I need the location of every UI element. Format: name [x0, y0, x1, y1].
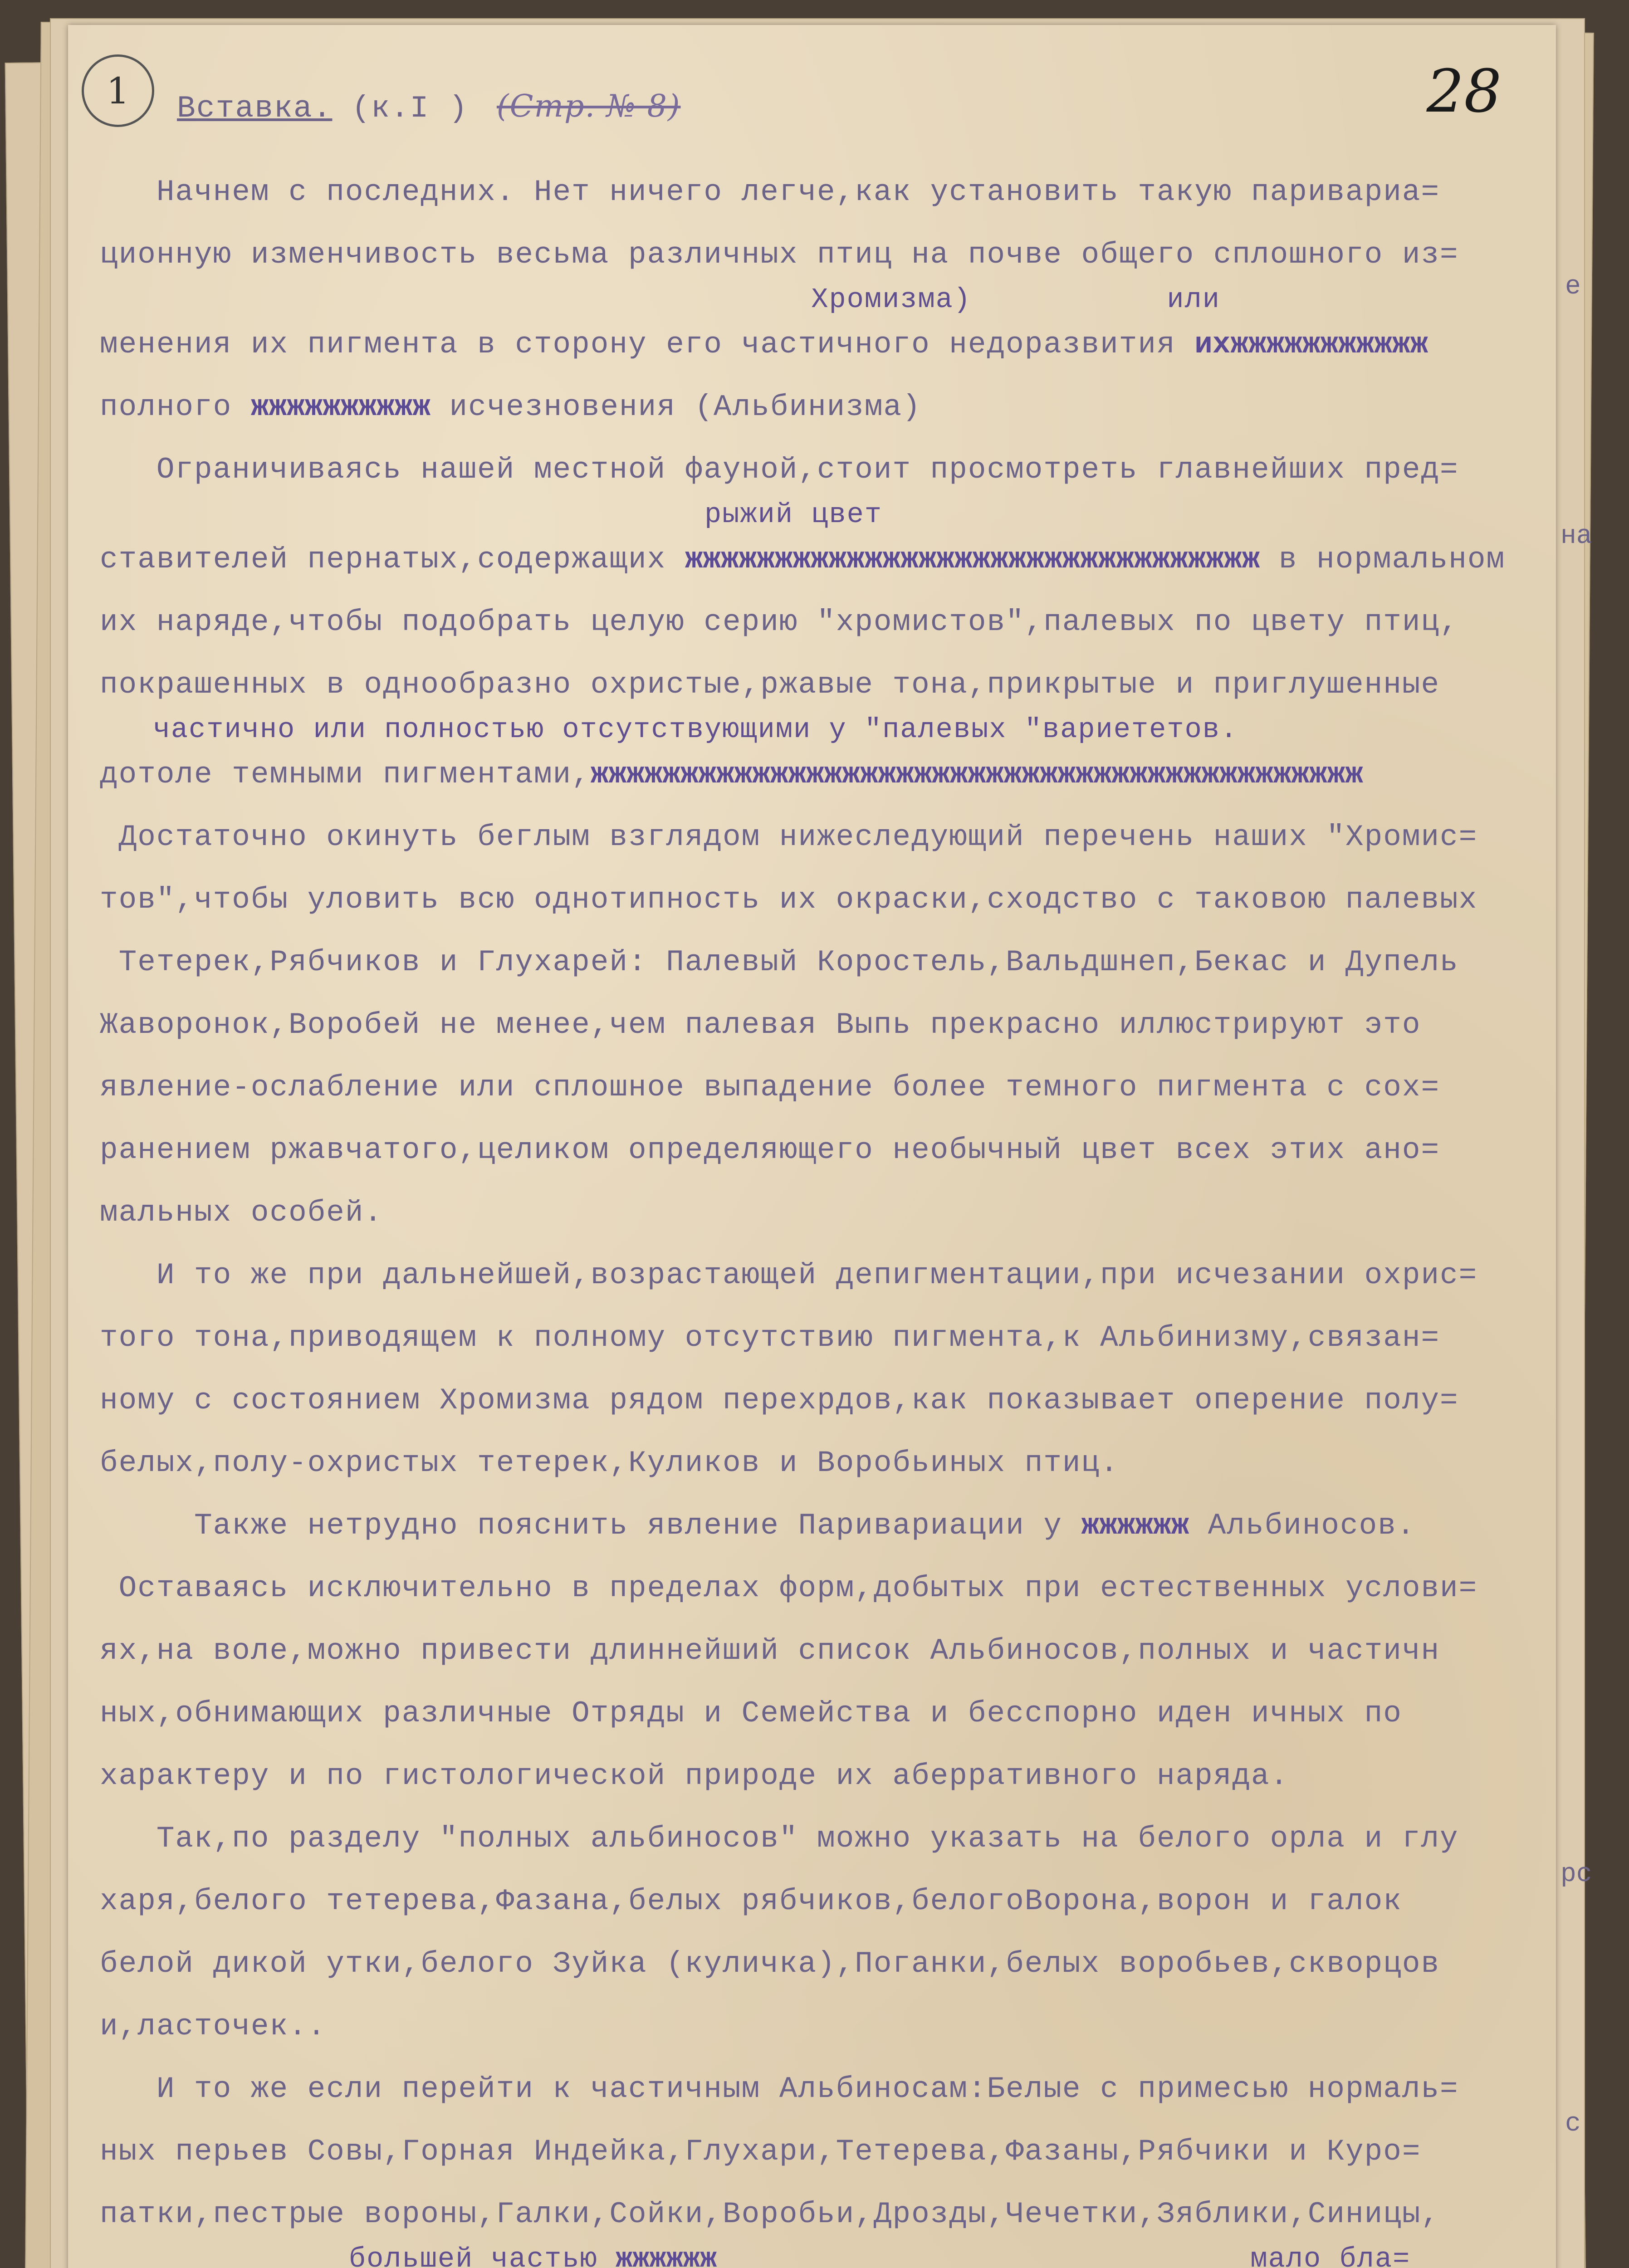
line-text: Тетерек,Рябчиков и Глухарей: Палевый Коростель,Вальдшнеп,Бекас и Дупель: [100, 945, 1459, 979]
line-text: И то же если перейти к частичным Альбиносам:Белые с примесью нормаль=: [100, 2072, 1459, 2106]
margin-fragment: рс: [1561, 1860, 1592, 1889]
struck-out-text: жжжжжжжжжж: [250, 390, 430, 424]
text-line: [100, 806, 1551, 869]
line-text: Так,по разделу "полных альбиносов" можно указать на белого орла и глу: [100, 1822, 1459, 1856]
line-text: Начнем с последних. Нет ничего легче,как установить такую паривариа=: [100, 175, 1440, 209]
line-text: ных перьев Совы,Горная Индейка,Глухари,Тетерева,Фазаны,Рябчики и Куро=: [100, 2135, 1421, 2169]
struck-out-text: жжжжжжжжжжжжжжжжжжжжжжжжжжжжжжжж: [685, 543, 1260, 577]
line-text: Хромизма) или: [100, 284, 1220, 316]
margin-fragment: на: [1561, 522, 1592, 551]
line-text: характеру и по гистологической природе их аберративного наряда.: [100, 1759, 1289, 1793]
header-title: Вставка.: [177, 91, 333, 126]
struck-out-text: ихжжжжжжжжжжж: [1194, 327, 1428, 362]
margin-fragment: е: [1565, 272, 1581, 302]
line-text: ях,на воле,можно привести длиннейший список Альбиносов,полных и частичн: [100, 1634, 1440, 1668]
line-text: тов",чтобы уловить всю однотипность их окраски,сходство с таковою палевых: [100, 883, 1478, 917]
struck-out-text: жжжжжж: [1081, 1509, 1189, 1543]
text-line: [100, 439, 1551, 501]
page-header: [177, 88, 680, 126]
text-line: [100, 2121, 1551, 2183]
text-line: [100, 869, 1551, 931]
line-text: того тона,приводящем к полному отсутствию пигмента,к Альбинизму,связан=: [100, 1321, 1440, 1355]
text-line: [100, 1995, 1551, 2058]
line-text: ционную изменчивость весьма различных птиц на почве общего сплошного из=: [100, 238, 1459, 272]
text-line: [100, 1432, 1551, 1495]
line-text: Достаточно окинуть беглым взглядом нижеследующий перечень наших "Хромис=: [100, 820, 1478, 854]
text-line: [100, 931, 1551, 994]
text-line: [100, 1682, 1551, 1745]
text-line: [100, 1495, 1551, 1557]
line-text: харя,белого тетерева,Фазана,белых рябчиков,белогоВорона,ворон и галок: [100, 1884, 1402, 1918]
text-line: [100, 499, 1551, 531]
text-line: [100, 994, 1551, 1056]
text-line: [100, 1182, 1551, 1244]
line-text: их наряде,чтобы подобрать целую серию "хромистов",палевых по цвету птиц,: [100, 605, 1459, 639]
line-text: явление-ослабление или сплошное выпадение более темного пигмента с сох=: [100, 1070, 1440, 1105]
line-text: менения их пигмента в сторону его частичного недоразвития: [100, 327, 1195, 362]
line-text-continued: Альбиносов.: [1189, 1509, 1416, 1543]
text-line: [100, 1870, 1551, 1933]
header-struck-note: (Стр. № 8): [496, 88, 681, 124]
text-line: [100, 2183, 1551, 2246]
line-text: рыжий цвет: [100, 499, 883, 531]
text-line: [100, 743, 1551, 806]
line-text: полного: [100, 390, 251, 424]
circled-number: 1: [106, 69, 130, 112]
line-text: Ограничиваясь нашей местной фауной,стоит просмотреть главнейших пред=: [100, 453, 1459, 487]
line-text: белой дикой утки,белого Зуйка (куличка),Поганки,белых воробьев,скворцов: [100, 1947, 1440, 1981]
text-line: [100, 1369, 1551, 1432]
header-ref: (к.I ): [352, 91, 469, 126]
line-text: белых,полу-охристых тетерек,Куликов и Воробьиных птиц.: [100, 1446, 1119, 1480]
text-line: [100, 224, 1551, 286]
text-line: [100, 313, 1551, 376]
margin-fragment: с: [1565, 2109, 1581, 2139]
text-line: [100, 376, 1551, 439]
line-text: И то же при дальнейшей,возрастающей депигментации,при исчезании охрис=: [100, 1258, 1478, 1292]
text-line: [100, 591, 1551, 654]
line-text: ранением ржавчатого,целиком определяющего необычный цвет всех этих ано=: [100, 1133, 1440, 1167]
struck-out-text: жжжжжжжжжжжжжжжжжжжжжжжжжжжжжжжжжжжжжжжжжжж: [590, 758, 1363, 792]
text-line: [100, 2243, 1551, 2268]
struck-out-text: жжжжжж: [615, 2243, 717, 2268]
text-line: [100, 161, 1551, 224]
line-text: покрашенных в однообразно охристые,ржавые тона,прикрытые и приглушенные: [100, 668, 1440, 702]
line-text-continued: исчезновения (Альбинизма): [430, 390, 921, 424]
typewritten-page: [68, 25, 1556, 2268]
text-line: [100, 528, 1551, 591]
line-text: большей частью: [100, 2243, 616, 2268]
text-line: [100, 1557, 1551, 1620]
text-line: [100, 1808, 1551, 1870]
text-line: [100, 1745, 1551, 1808]
line-text: Жаворонок,Воробей не менее,чем палевая Выпь прекрасно иллюстрируют это: [100, 1008, 1421, 1042]
line-text-continued: мало бла=: [717, 2243, 1411, 2268]
text-line: [100, 284, 1551, 316]
line-text: и,ласточек..: [100, 2009, 327, 2043]
text-line: [100, 1933, 1551, 1995]
line-text: патки,пестрые вороны,Галки,Сойки,Воробьи,Дрозды,Чечетки,Зяблики,Синицы,: [100, 2197, 1440, 2231]
line-text-continued: в нормальном: [1260, 543, 1506, 577]
text-line: [100, 1119, 1551, 1182]
text-line: [100, 1307, 1551, 1369]
text-line: [100, 2058, 1551, 2121]
line-text: Оставаясь исключительно в пределах форм,добытых при естественных услови=: [100, 1571, 1478, 1605]
text-line: [100, 1244, 1551, 1307]
text-line: [100, 714, 1551, 746]
line-text: Также нетрудно пояснить явление Паривариации у: [100, 1509, 1081, 1543]
line-text: ному с состоянием Хромизма рядом перехрдов,как показывает оперение полу=: [100, 1383, 1459, 1418]
text-line: [100, 1056, 1551, 1119]
line-text: ных,обнимающих различные Отряды и Семейства и бесспорно иден ичных по: [100, 1696, 1402, 1730]
body-text: [100, 161, 1551, 2268]
line-text: ставителей пернатых,содержащих: [100, 543, 685, 577]
page-number: 28: [1426, 57, 1502, 126]
circled-number-mark: [82, 54, 154, 127]
text-line: [100, 1620, 1551, 1682]
line-text: мальных особей.: [100, 1196, 383, 1230]
text-line: [100, 654, 1551, 716]
line-text: дотоле темными пигментами,: [100, 758, 591, 792]
line-text: частично или полностью отсутствующими у "палевых "вариететов.: [100, 714, 1238, 746]
